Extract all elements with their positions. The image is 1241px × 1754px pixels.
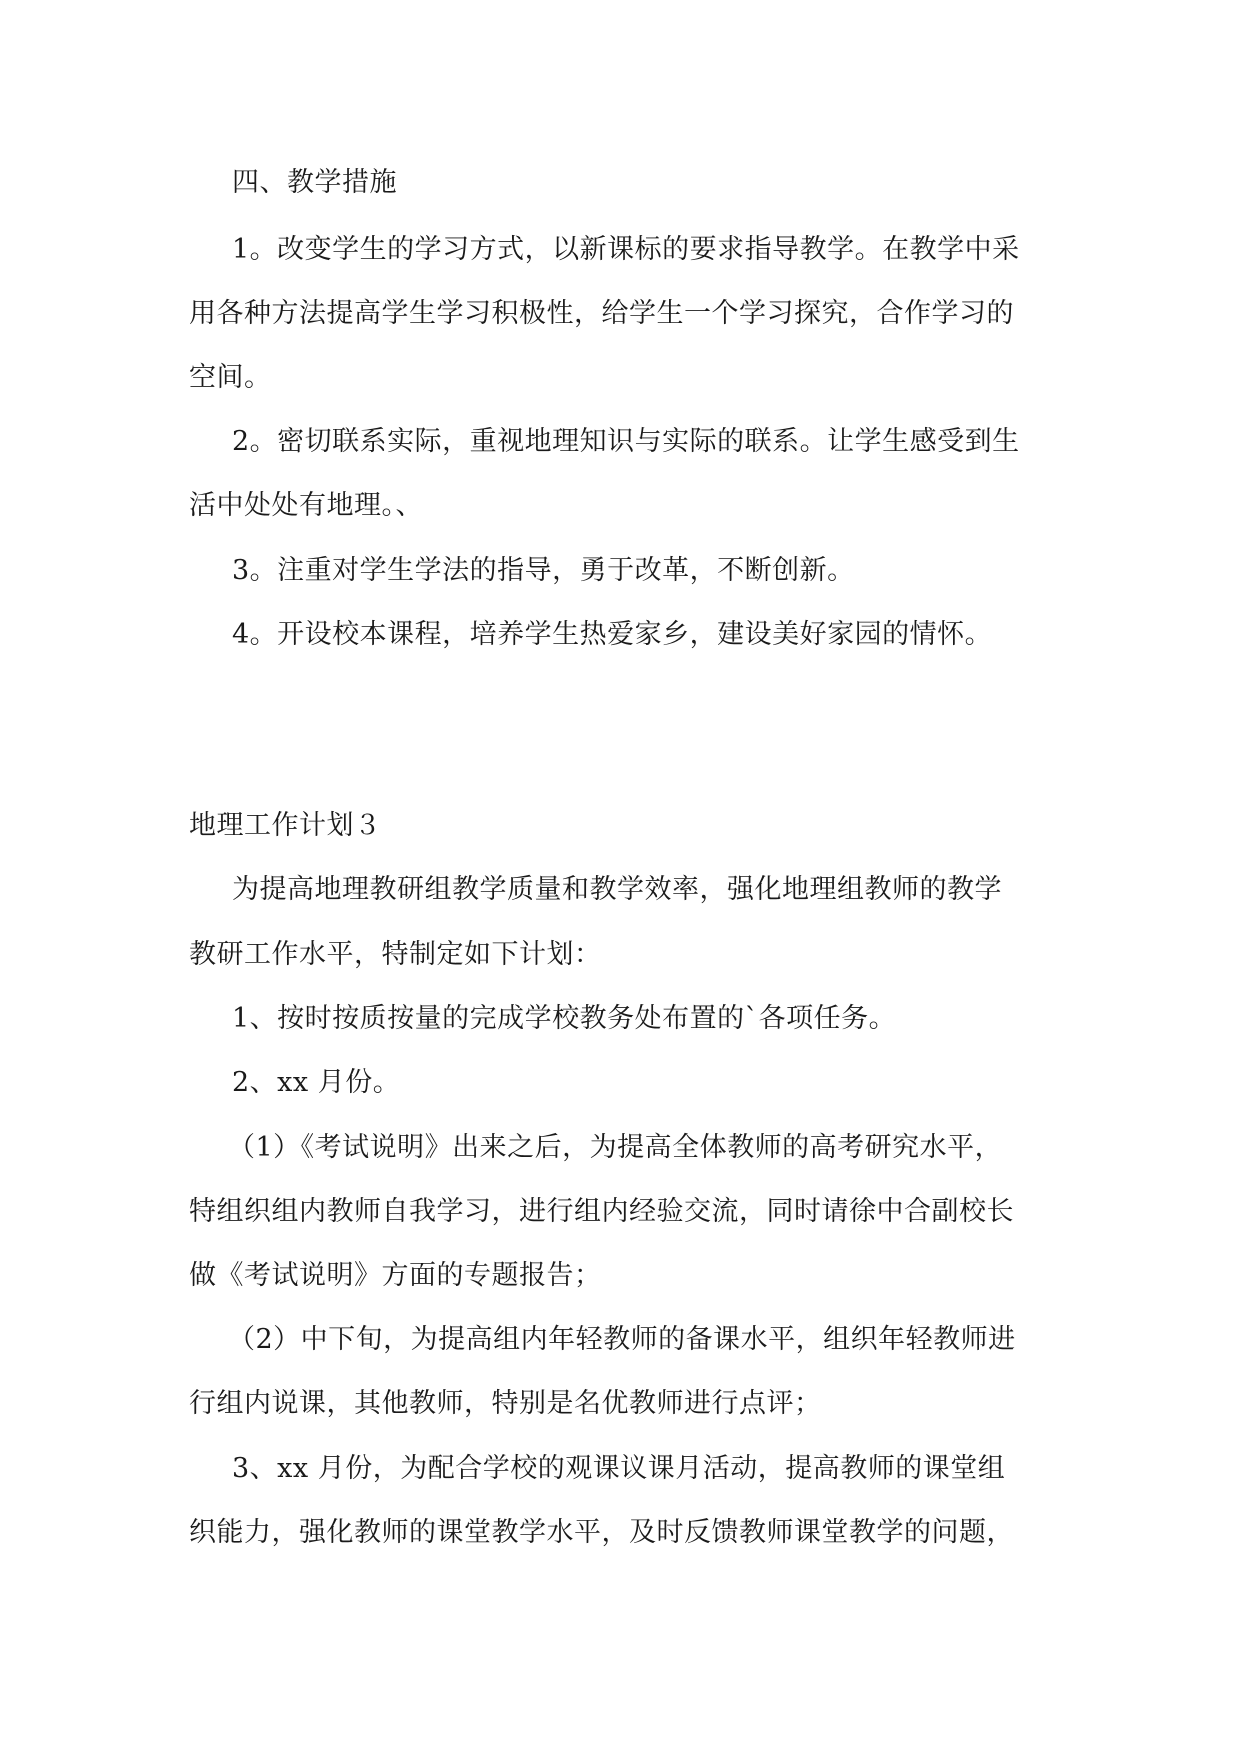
paragraph-line: 织能力，强化教师的课堂教学水平，及时反馈教师课堂教学的问题， bbox=[189, 1517, 1014, 1548]
paragraph-line: 做《考试说明》方面的专题报告； bbox=[189, 1260, 602, 1291]
paragraph-line: 教研工作水平，特制定如下计划： bbox=[189, 939, 602, 970]
paragraph-line: （2）中下旬，为提高组内年轻教师的备课水平，组织年轻教师进 bbox=[228, 1324, 1016, 1355]
paragraph-line: 1、按时按质按量的完成学校教务处布置的`各项任务。 bbox=[232, 1003, 897, 1034]
paragraph-line: 用各种方法提高学生学习积极性，给学生一个学习探究，合作学习的 bbox=[189, 298, 1014, 329]
paragraph-line: 为提高地理教研组教学质量和教学效率，强化地理组教师的教学 bbox=[232, 874, 1002, 905]
paragraph-line: （1）《考试说明》出来之后，为提高全体教师的高考研究水平， bbox=[228, 1132, 1003, 1163]
paragraph-line: 特组织组内教师自我学习，进行组内经验交流，同时请徐中合副校长 bbox=[189, 1196, 1014, 1227]
paragraph-line: 3、xx 月份，为配合学校的观课议课月活动，提高教师的课堂组 bbox=[232, 1453, 1006, 1484]
section-title: 地理工作计划３ bbox=[189, 810, 382, 841]
paragraph-line: 4。开设校本课程，培养学生热爱家乡，建设美好家园的情怀。 bbox=[232, 619, 993, 650]
paragraph-line: 3。注重对学生学法的指导，勇于改革，不断创新。 bbox=[232, 555, 855, 586]
section-heading: 四、教学措施 bbox=[232, 167, 397, 198]
paragraph-line: 2、xx 月份。 bbox=[232, 1067, 401, 1098]
paragraph-line: 1。改变学生的学习方式，以新课标的要求指导教学。在教学中采 bbox=[232, 234, 1020, 265]
paragraph-line: 2。密切联系实际，重视地理知识与实际的联系。让学生感受到生 bbox=[232, 426, 1020, 457]
paragraph-line: 行组内说课，其他教师，特别是名优教师进行点评； bbox=[189, 1388, 822, 1419]
paragraph-line: 空间。 bbox=[189, 362, 272, 393]
paragraph-line: 活中处处有地理。、 bbox=[189, 490, 423, 521]
